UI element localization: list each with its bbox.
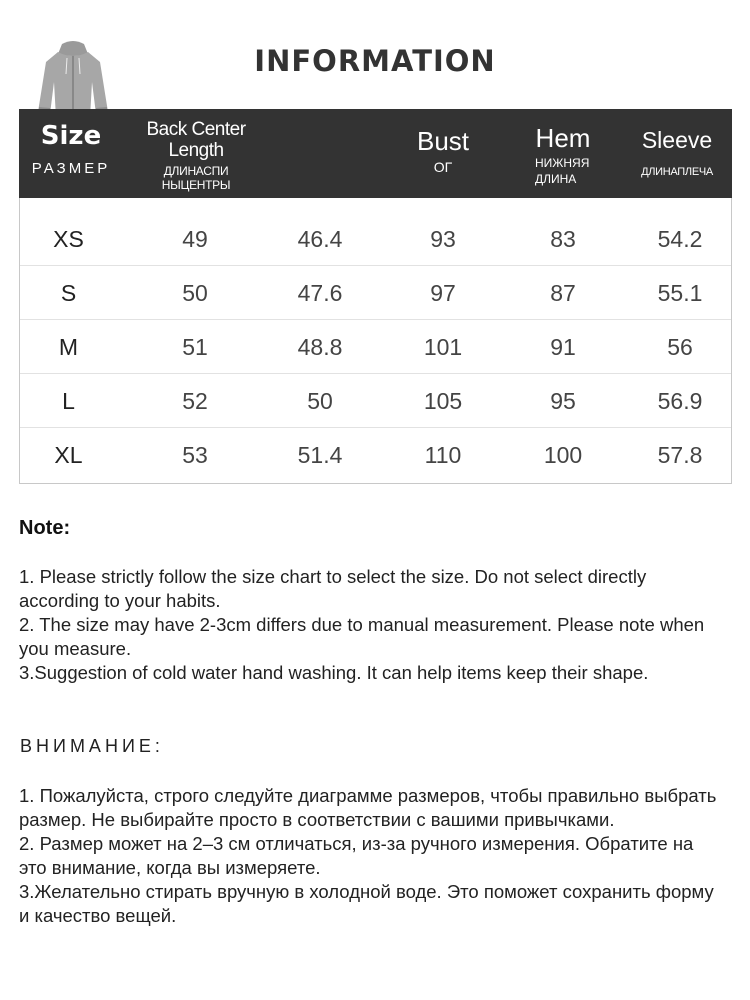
- table-cell: 50: [307, 388, 333, 414]
- header-back-center-length: [131, 119, 261, 192]
- header-size-en: Size: [40, 121, 102, 151]
- table-cell: 93: [430, 226, 456, 252]
- note-item-3: 3.Suggestion of cold water hand washing. It can help items keep their shape.: [19, 662, 649, 683]
- table-cell: 51.4: [297, 442, 343, 468]
- header-bust-ru: ОГ: [433, 159, 453, 175]
- table-cell: 54.2: [657, 226, 703, 252]
- table-cell: 56.9: [657, 388, 703, 414]
- size-chart-table: [19, 109, 732, 484]
- note-item-2: 2. The size may have 2-3cm differs due to manual measurement. Please note when you measure.: [19, 614, 705, 659]
- note-list: [19, 565, 724, 685]
- table-cell: 49: [182, 226, 208, 252]
- table-cell: 97: [430, 280, 456, 306]
- header-hem-ru: НИЖНЯЯ ДЛИНА: [535, 156, 590, 186]
- note-heading-ru: ВНИМАНИЕ:: [20, 736, 164, 756]
- note-heading: Note:: [19, 517, 71, 539]
- size-cell: S: [60, 280, 77, 306]
- table-row-s: [20, 266, 731, 320]
- header-back-center-length-en: Back Center Length: [146, 119, 246, 161]
- size-cell: M: [58, 334, 79, 360]
- header-bust: [393, 128, 493, 175]
- header-sleeve-ru: ДЛИНАПЛЕЧА: [641, 166, 713, 178]
- table-cell: 101: [423, 334, 463, 360]
- page-title: INFORMATION: [254, 44, 496, 78]
- table-cell: 51: [182, 334, 208, 360]
- header-bust-en: Bust: [416, 126, 470, 156]
- note-list-ru: [19, 784, 724, 928]
- note-item-ru-2: 2. Размер может на 2–3 см отличаться, из-за ручного измерения. Обратите на это внимание, когда вы измеряете.: [19, 833, 694, 878]
- size-cell: XL: [54, 442, 83, 468]
- table-cell: 47.6: [297, 280, 343, 306]
- table-cell: 95: [550, 388, 576, 414]
- header-size-ru: РАЗМЕР: [31, 160, 111, 177]
- table-cell: 46.4: [297, 226, 343, 252]
- note-item-ru-3: 3.Желательно стирать вручную в холодной воде. Это поможет сохранить форму и качество вещей.: [19, 881, 714, 926]
- size-cell: L: [62, 388, 75, 414]
- table-cell: 56: [667, 334, 693, 360]
- table-cell: 87: [550, 280, 576, 306]
- table-header: [19, 109, 732, 198]
- header-sleeve: [627, 129, 727, 178]
- table-cell: 110: [424, 442, 462, 468]
- table-cell: 50: [182, 280, 208, 306]
- table-cell: 53: [182, 442, 208, 468]
- table-cell: 91: [550, 334, 576, 360]
- table-cell: 52: [182, 388, 208, 414]
- header-hem-en: Hem: [535, 123, 591, 153]
- header-hem: [513, 125, 613, 187]
- note-item-ru-1: 1. Пожалуйста, строго следуйте диаграмме размеров, чтобы правильно выбрать размер. Не выбирайте просто в соответствии с вашими привычками.: [19, 785, 717, 830]
- table-cell: 105: [423, 388, 463, 414]
- table-cell: 57.8: [657, 442, 703, 468]
- table-row-xs: [20, 212, 731, 266]
- table-row-xl: [20, 428, 731, 482]
- size-cell: XS: [53, 226, 84, 252]
- table-cell: 100: [543, 442, 583, 468]
- table-row-l: [20, 374, 731, 428]
- table-cell: 55.1: [657, 280, 703, 306]
- header-back-center-length-ru: ДЛИНАСПИ НЫЦЕНТРЫ: [161, 164, 231, 192]
- header-sleeve-en: Sleeve: [641, 127, 713, 153]
- table-cell: 83: [550, 226, 576, 252]
- table-cell: 48.8: [297, 334, 343, 360]
- table-row-m: [20, 320, 731, 374]
- note-item-1: 1. Please strictly follow the size chart to select the size. Do not select directly according to your habits.: [19, 566, 647, 611]
- header-size: [19, 123, 123, 178]
